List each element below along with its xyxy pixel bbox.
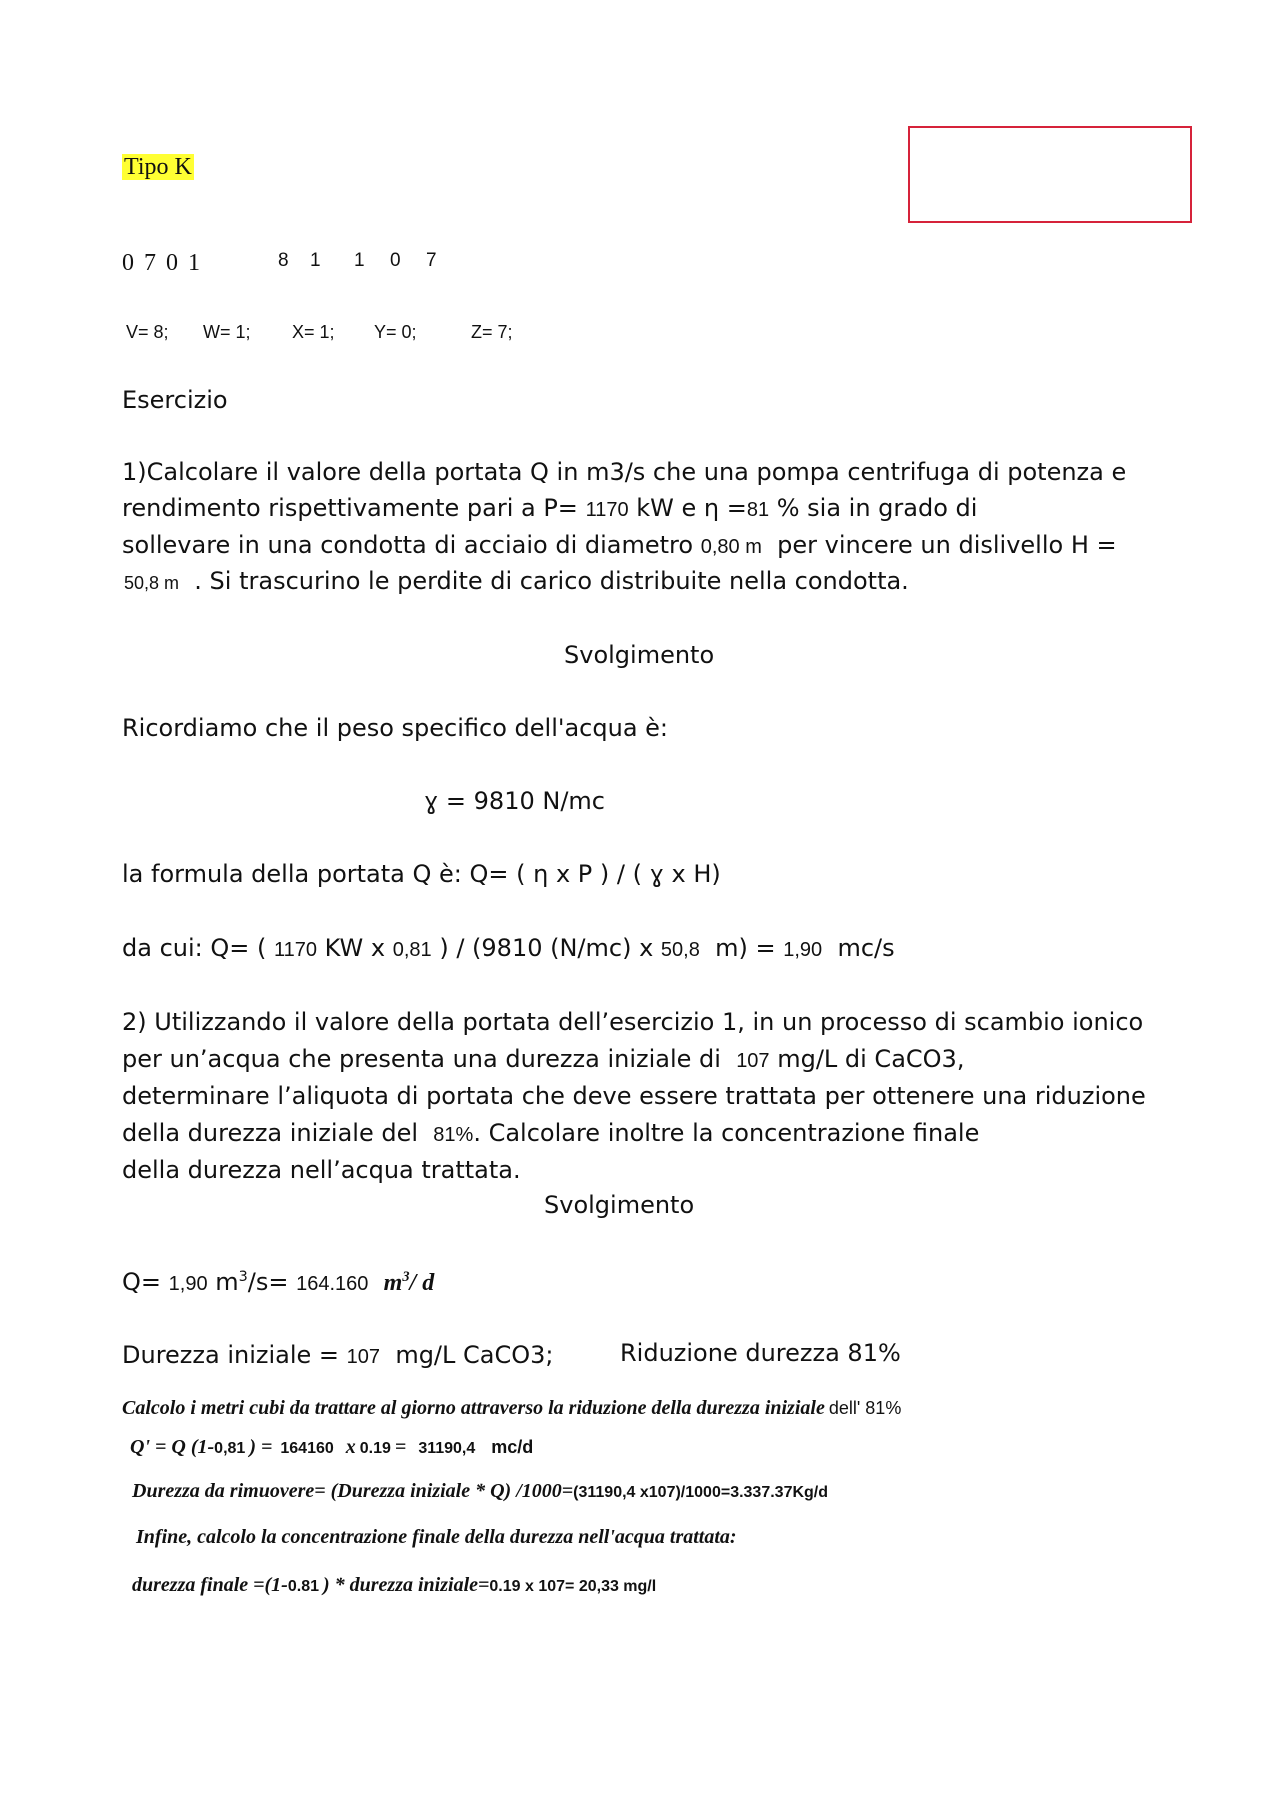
digit-v: 8 [278, 250, 289, 271]
digit-y: 0 [390, 250, 401, 271]
infine-text: Infine, calcolo la concentrazione finale della durezza nell'acqua trattata: [136, 1526, 737, 1548]
esercizio-title: Esercizio [122, 386, 228, 414]
var-z: Z= 7; [471, 322, 513, 342]
var-y: Y= 0; [374, 322, 417, 342]
digit-z: 7 [426, 250, 437, 271]
ex1-line2: rendimento rispettivamente pari a P= 1170 kW e η =81 % sia in grado di [122, 494, 978, 522]
svolgimento-2: Svolgimento [544, 1191, 695, 1219]
ricordiamo-text: Ricordiamo che il peso specifico dell'acqua è: [122, 714, 669, 742]
durezza-iniziale: Durezza iniziale = 107 mg/L CaCO3; [122, 1341, 554, 1369]
ex1-line3: sollevare in una condotta di acciaio di diametro 0,80 m per vincere un dislivello H = [122, 531, 1117, 559]
ex2-line2: per un’acqua che presenta una durezza iniziale di 107 mg/L di CaCO3, [122, 1045, 965, 1073]
tipo-label: Tipo K [124, 154, 192, 180]
riduzione-durezza: Riduzione durezza 81% [620, 1339, 901, 1367]
q-conversion: Q= 1,90 $m^3/s= 164.160$ $m^3/$ d [122, 1268, 435, 1296]
digit-w: 1 [310, 250, 321, 271]
formula-text: la formula della portata Q è: Q= ( ƞ x P ) / ( ɣ x H) [122, 860, 721, 888]
var-v: V= 8; [126, 322, 169, 342]
ex2-line4: della durezza iniziale del 81%. Calcolare inoltre la concentrazione finale [122, 1119, 980, 1147]
ex1-line4: 50,8 m . Si trascurino le perdite di carico distribuite nella condotta. [124, 567, 909, 595]
digit-x: 1 [354, 250, 365, 271]
ex2-line5: della durezza nell’acqua trattata. [122, 1156, 521, 1184]
var-w: W= 1; [203, 322, 251, 342]
ex1-line1: 1)Calcolare il valore della portata Q in m3/s che una pompa centrifuga di potenza e [122, 458, 1127, 486]
calcolo-intro: Calcolo i metri cubi da trattare al giorno attraverso la riduzione della durezza iniziale dell' 81% [122, 1397, 902, 1419]
var-x: X= 1; [292, 322, 335, 342]
gamma-value: ɣ = 9810 N/mc [424, 787, 605, 815]
durezza-finale: durezza finale =(1-0.81 ) * durezza iniziale=0.19 x 107= 20,33 mg/l [132, 1574, 657, 1596]
ex2-line3: determinare l’aliquota di portata che deve essere trattata per ottenere una riduzione [122, 1082, 1146, 1110]
durezza-rimuovere: Durezza da rimuovere= (Durezza iniziale * Q) /1000=(31190,4 x107)/1000=3.337.37Kg/d [132, 1480, 829, 1502]
answer-box [908, 126, 1192, 223]
svolgimento-1: Svolgimento [564, 641, 715, 669]
q-prime-line: Q' = Q (1-0,81 ) = 164160 x 0.19 = 31190,4 mc/d [130, 1436, 534, 1458]
matricola: 0 7 0 1 [122, 250, 202, 276]
ex2-line1: 2) Utilizzando il valore della portata dell’esercizio 1, in un processo di scambio ionico [122, 1008, 1144, 1036]
dacui-line: da cui: Q= ( 1170 KW x 0,81 ) / (9810 (N/mc) x 50,8 m) = 1,90 mc/s [122, 934, 895, 962]
